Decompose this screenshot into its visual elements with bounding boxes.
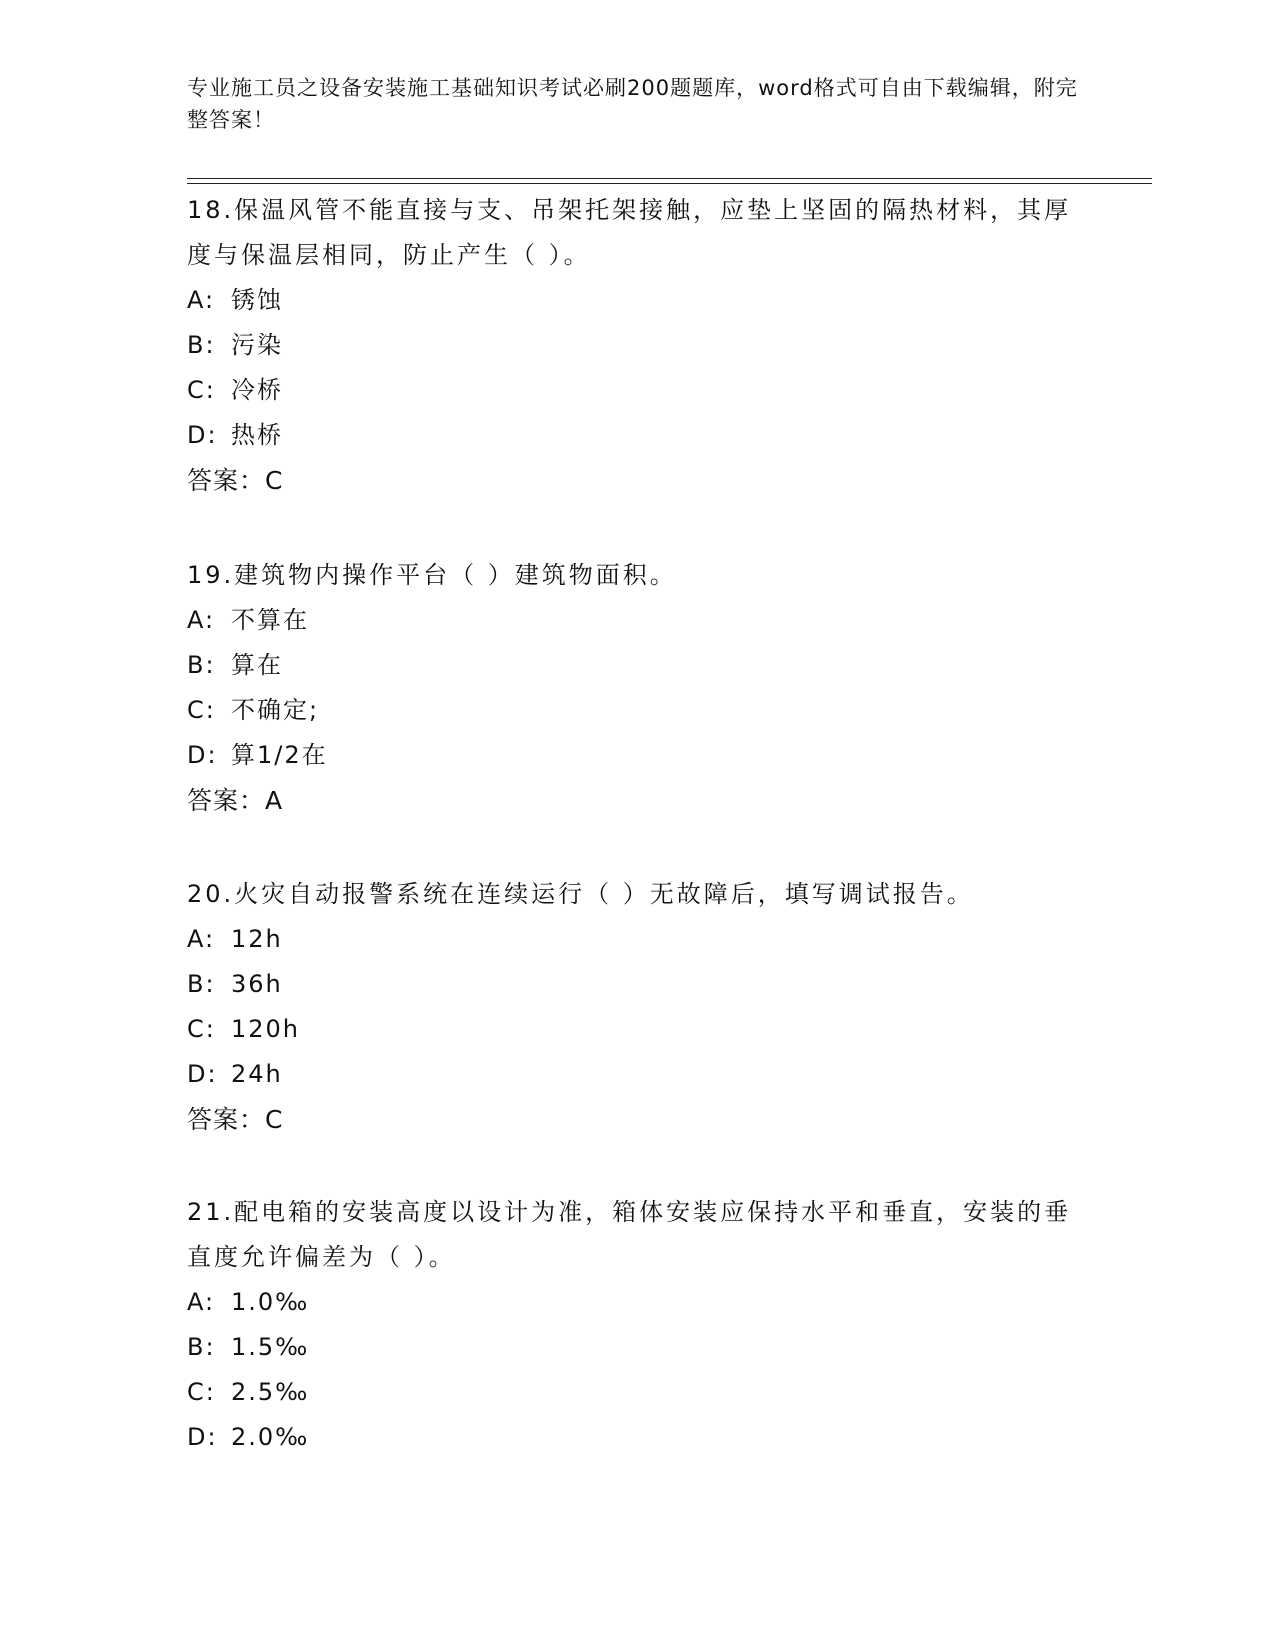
question-stem: 19.建筑物内操作平台（ ）建筑物面积。 <box>187 561 677 589</box>
option-a <box>187 598 1087 643</box>
option-key: D: <box>187 1060 218 1088</box>
option-b <box>187 962 1087 1007</box>
option-text: 热桥 <box>231 421 283 449</box>
option-key: A: <box>187 1288 216 1316</box>
question-stem: 21.配电箱的安装高度以设计为准，箱体安装应保持水平和垂直，安装的垂直度允许偏差为（ ）。 <box>187 1198 1072 1271</box>
document-header: 专业施工员之设备安装施工基础知识考试必刷200题题库，word格式可自由下载编辑，附完整答案！ <box>187 76 1078 132</box>
option-key: A: <box>187 286 216 314</box>
option-text: 污染 <box>231 331 283 359</box>
question-18 <box>187 188 1087 503</box>
option-text: 2.0‰ <box>231 1423 310 1451</box>
option-key: C: <box>187 1015 216 1043</box>
option-key: B: <box>187 1333 216 1361</box>
option-d <box>187 1052 1087 1097</box>
option-text: 24h <box>231 1060 283 1088</box>
answer-value: C <box>265 466 284 495</box>
answer-line <box>187 778 1087 823</box>
answer-line <box>187 458 1087 503</box>
question-stem: 20.火灾自动报警系统在连续运行（ ）无故障后，填写调试报告。 <box>187 880 974 908</box>
option-d <box>187 733 1087 778</box>
option-c <box>187 1370 1087 1415</box>
option-c <box>187 368 1087 413</box>
question-21 <box>187 1190 1087 1460</box>
option-key: C: <box>187 376 216 404</box>
answer-line <box>187 1097 1087 1142</box>
option-key: D: <box>187 741 218 769</box>
option-b <box>187 643 1087 688</box>
option-c <box>187 688 1087 733</box>
question-stem: 18.保温风管不能直接与支、吊架托架接触，应垫上坚固的隔热材料，其厚度与保温层相同，防止产生（ ）。 <box>187 196 1072 269</box>
option-text: 36h <box>231 970 283 998</box>
option-text: 锈蚀 <box>231 286 283 314</box>
option-text: 算在 <box>231 651 283 679</box>
option-key: C: <box>187 696 216 724</box>
option-d <box>187 413 1087 458</box>
option-a <box>187 1280 1087 1325</box>
option-c <box>187 1007 1087 1052</box>
answer-label: 答案： <box>187 786 266 815</box>
header-rule-top <box>187 178 1152 179</box>
answer-label: 答案： <box>187 1105 266 1134</box>
option-key: D: <box>187 421 218 449</box>
option-text: 12h <box>231 925 283 953</box>
option-key: B: <box>187 331 216 359</box>
answer-label: 答案： <box>187 466 266 495</box>
option-text: 不算在 <box>231 606 309 634</box>
header-rule-bottom <box>187 183 1152 184</box>
answer-value: C <box>265 1105 284 1134</box>
option-key: B: <box>187 651 216 679</box>
option-d <box>187 1415 1087 1460</box>
option-text: 不确定; <box>231 696 320 724</box>
option-text: 1.0‰ <box>231 1288 310 1316</box>
option-a <box>187 278 1087 323</box>
option-text: 2.5‰ <box>231 1378 310 1406</box>
answer-value: A <box>265 786 284 815</box>
option-a <box>187 917 1087 962</box>
option-text: 1.5‰ <box>231 1333 310 1361</box>
option-key: A: <box>187 925 216 953</box>
option-text: 120h <box>231 1015 301 1043</box>
option-b <box>187 323 1087 368</box>
question-20 <box>187 872 1087 1142</box>
option-b <box>187 1325 1087 1370</box>
option-key: B: <box>187 970 216 998</box>
option-text: 冷桥 <box>231 376 283 404</box>
option-key: A: <box>187 606 216 634</box>
option-key: C: <box>187 1378 216 1406</box>
option-text: 算1/2在 <box>231 741 328 769</box>
question-19 <box>187 553 1087 823</box>
option-key: D: <box>187 1423 218 1451</box>
